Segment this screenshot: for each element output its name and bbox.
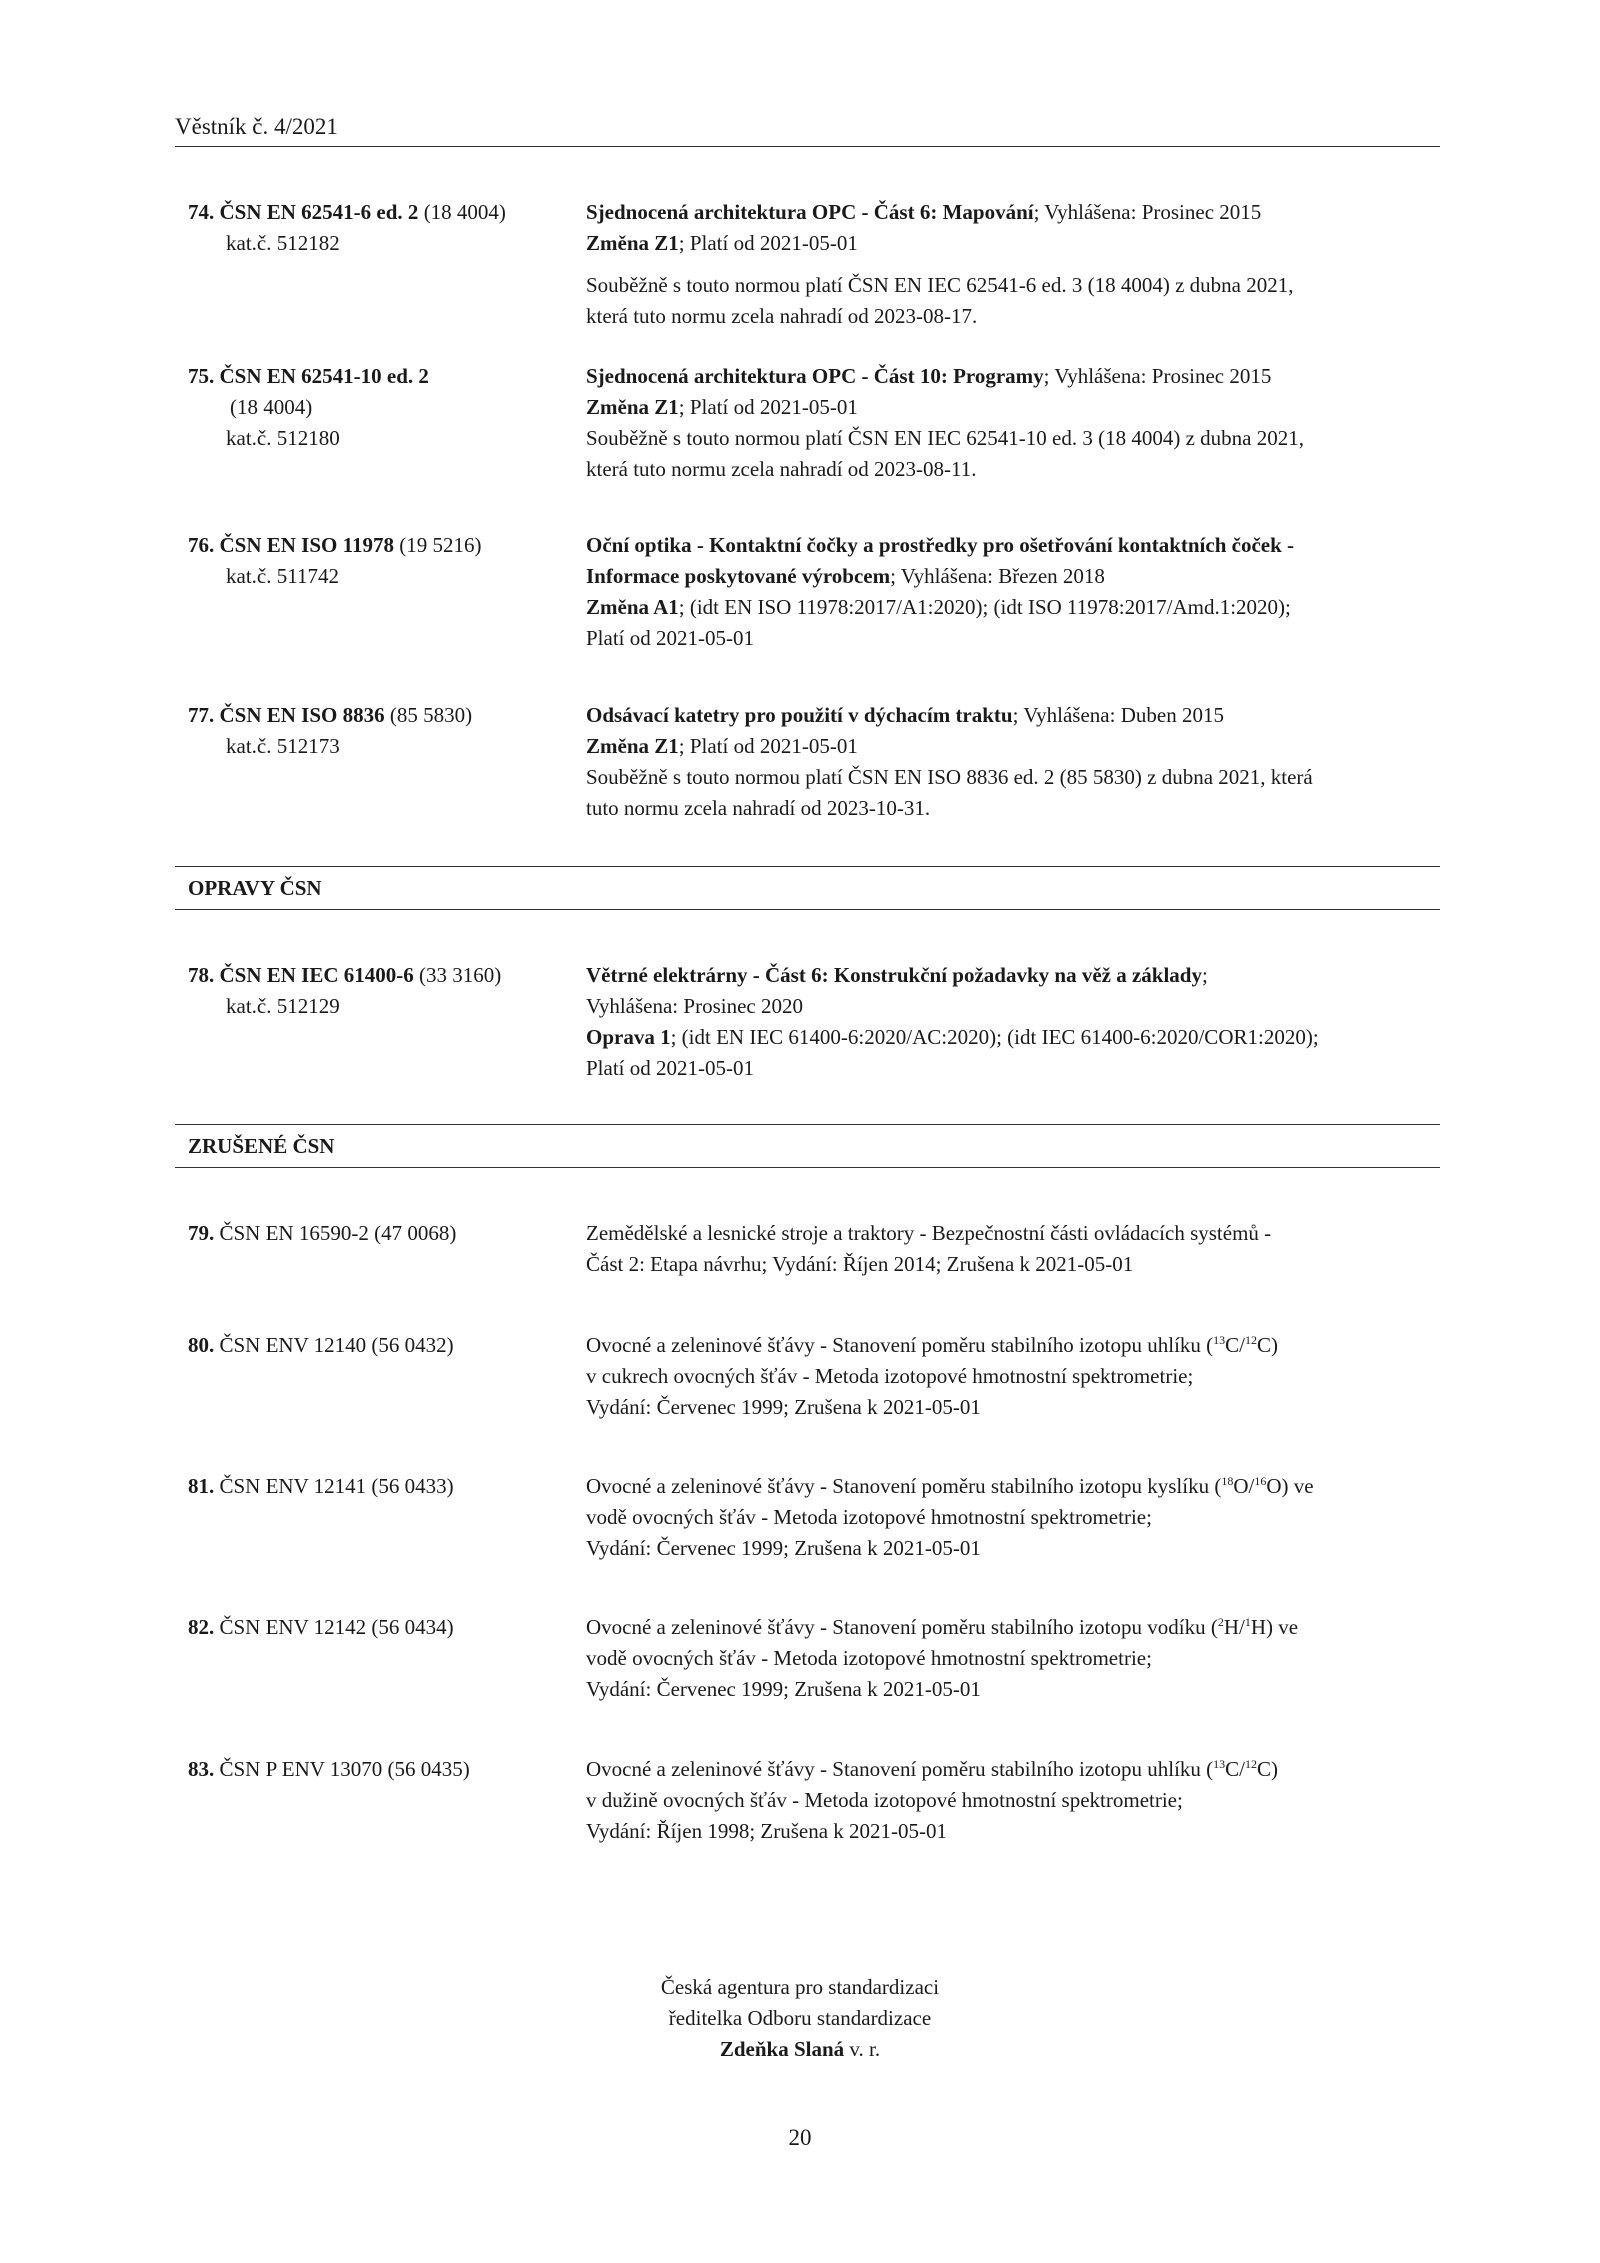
entry-identifier bbox=[188, 1330, 578, 1361]
standard-id: ČSN EN ISO 8836 bbox=[219, 703, 385, 727]
page-number: 20 bbox=[788, 2125, 812, 2150]
entry-identifier bbox=[188, 1754, 578, 1785]
entry-description bbox=[586, 530, 1440, 654]
description-line-3: Vydání: Červenec 1999; Zrušena k 2021-05-01 bbox=[586, 1677, 981, 1701]
class-code: (18 4004) bbox=[423, 200, 506, 224]
validity-date: Platí od 2021-05-01 bbox=[586, 626, 754, 650]
correction-identity: ; (idt EN IEC 61400-6:2020/AC:2020); (idt IEC 61400-6:2020/COR1:2020); bbox=[670, 1025, 1319, 1049]
agency-name: Česká agentura pro standardizaci bbox=[660, 1975, 940, 1999]
catalog-number: kat.č. 512129 bbox=[226, 994, 340, 1018]
correction-label: Oprava 1 bbox=[586, 1025, 671, 1049]
standard-label: ČSN P ENV 13070 (56 0435) bbox=[219, 1757, 470, 1781]
entry-description: Větrné elektrárny - Část 6: Konstrukční požadavky na věž a základy; Vyhlášena: Prosinec 2020 Oprava 1; (idt EN IEC 61400-6:2020/AC:2020); (idt IEC 61400-6:2020/COR1:2020); Platí od 2021-05-01 bbox=[586, 960, 1440, 1084]
change-validity: ; Platí od 2021-05-01 bbox=[678, 395, 858, 419]
entry-number: 75. bbox=[188, 364, 215, 388]
announced-date: ; Vyhlášena: Prosinec 2015 bbox=[1033, 200, 1262, 224]
description-line-1: Ovocné a zeleninové šťávy - Stanovení poměru stabilního izotopu vodíku ($^2$H/$^1$H) ve bbox=[586, 1615, 1299, 1639]
announced-date: ; Vyhlášena: Březen 2018 bbox=[890, 564, 1105, 588]
entry-number: 77. bbox=[188, 703, 215, 727]
section-header-corrections bbox=[175, 866, 1440, 910]
standard-label: ČSN EN 16590-2 (47 0068) bbox=[219, 1221, 457, 1245]
description-line-3: Vydání: Červenec 1999; Zrušena k 2021-05-01 bbox=[586, 1395, 981, 1419]
change-label: Změna Z1 bbox=[586, 395, 679, 419]
description-line-1: Ovocné a zeleninové šťávy - Stanovení poměru stabilního izotopu kyslíku ($^{18}$O/$^{16}$O) ve bbox=[586, 1474, 1314, 1498]
entry-identifier bbox=[188, 361, 578, 454]
signatory-role: ředitelka Odboru standardizace bbox=[668, 2006, 932, 2030]
description-line-2: vodě ovocných šťáv - Metoda izotopové hmotnostní spektrometrie; bbox=[586, 1646, 1152, 1670]
change-validity: ; Platí od 2021-05-01 bbox=[678, 231, 858, 255]
signatory-name: Zdeňka Slaná bbox=[719, 2037, 845, 2061]
concurrent-note-line-1: Souběžně s touto normou platí ČSN EN ISO 8836 ed. 2 (85 5830) z dubna 2021, která bbox=[586, 765, 1313, 789]
entry-number: 80. bbox=[188, 1333, 215, 1357]
entry-number: 74. bbox=[188, 200, 215, 224]
description-line-2: v dužině ovocných šťáv - Metoda izotopové hmotnostní spektrometrie; bbox=[586, 1788, 1183, 1812]
standard-id: ČSN EN 62541-10 ed. 2 bbox=[219, 364, 429, 388]
announced-date: Vyhlášena: Prosinec 2020 bbox=[586, 994, 803, 1018]
standard-label: ČSN ENV 12141 (56 0433) bbox=[219, 1474, 454, 1498]
standard-title: Sjednocená architektura OPC - Část 6: Mapování bbox=[586, 200, 1034, 224]
entry-identifier bbox=[188, 1218, 578, 1249]
catalog-number: kat.č. 512173 bbox=[226, 734, 340, 758]
standard-title-line-1: Oční optika - Kontaktní čočky a prostředky pro ošetřování kontaktních čoček - bbox=[586, 533, 1295, 557]
catalog-number: kat.č. 512182 bbox=[226, 231, 340, 255]
standard-label: ČSN ENV 12140 (56 0432) bbox=[219, 1333, 454, 1357]
signature-suffix: v. r. bbox=[844, 2037, 881, 2061]
standard-id: ČSN EN IEC 61400-6 bbox=[219, 963, 414, 987]
signature-block bbox=[0, 1972, 1600, 2065]
entry-description bbox=[586, 197, 1440, 332]
entry-description bbox=[586, 1612, 1440, 1705]
concurrent-note-line-2: která tuto normu zcela nahradí od 2023-08-17. bbox=[586, 304, 978, 328]
bulletin-title: Věstník č. 4/2021 bbox=[175, 114, 338, 139]
description-line-1: Ovocné a zeleninové šťávy - Stanovení poměru stabilního izotopu uhlíku ($^{13}$C/$^{12}$C) bbox=[586, 1757, 1279, 1781]
class-code: (19 5216) bbox=[399, 533, 482, 557]
change-label: Změna Z1 bbox=[586, 231, 679, 255]
description-line-1: Zemědělské a lesnické stroje a traktory - Bezpečnostní části ovládacích systémů - bbox=[586, 1221, 1272, 1245]
entry-identifier bbox=[188, 1612, 578, 1643]
entry-number: 76. bbox=[188, 533, 215, 557]
standard-id: ČSN EN ISO 11978 bbox=[219, 533, 394, 557]
class-code: (33 3160) bbox=[419, 963, 502, 987]
entry-number: 82. bbox=[188, 1615, 215, 1639]
entry-identifier bbox=[188, 1471, 578, 1502]
announced-date: ; Vyhlášena: Duben 2015 bbox=[1012, 703, 1224, 727]
change-label: Změna Z1 bbox=[586, 734, 679, 758]
concurrent-note-line-1: Souběžně s touto normou platí ČSN EN IEC 62541-10 ed. 3 (18 4004) z dubna 2021, bbox=[586, 426, 1304, 450]
standard-title: Sjednocená architektura OPC - Část 10: Programy bbox=[586, 364, 1044, 388]
concurrent-note-line-2: která tuto normu zcela nahradí od 2023-08-11. bbox=[586, 457, 977, 481]
class-code: (18 4004) bbox=[230, 395, 313, 419]
entry-identifier bbox=[188, 700, 578, 762]
entry-description bbox=[586, 1330, 1440, 1423]
section-header-withdrawn bbox=[175, 1124, 1440, 1168]
change-validity: ; Platí od 2021-05-01 bbox=[678, 734, 858, 758]
standard-title-line-2: Informace poskytované výrobcem bbox=[586, 564, 891, 588]
catalog-number: kat.č. 511742 bbox=[226, 564, 339, 588]
class-code: (85 5830) bbox=[389, 703, 473, 727]
description-line-2: Část 2: Etapa návrhu; Vydání: Říjen 2014; Zrušena k 2021-05-01 bbox=[586, 1252, 1134, 1276]
standard-title: Větrné elektrárny - Část 6: Konstrukční požadavky na věž a základy bbox=[586, 963, 1202, 987]
change-label: Změna A1 bbox=[586, 595, 679, 619]
description-line-2: v cukrech ovocných šťáv - Metoda izotopové hmotnostní spektrometrie; bbox=[586, 1364, 1194, 1388]
section-title: OPRAVY ČSN bbox=[188, 876, 322, 900]
entry-description bbox=[586, 1754, 1440, 1847]
standard-title: Odsávací katetry pro použití v dýchacím traktu bbox=[586, 703, 1013, 727]
entry-description bbox=[586, 1218, 1440, 1280]
description-line-3: Vydání: Říjen 1998; Zrušena k 2021-05-01 bbox=[586, 1819, 948, 1843]
announced-date: ; Vyhlášena: Prosinec 2015 bbox=[1043, 364, 1272, 388]
catalog-number: kat.č. 512180 bbox=[226, 426, 340, 450]
standard-label: ČSN ENV 12142 (56 0434) bbox=[219, 1615, 454, 1639]
concurrent-note-line-2: tuto normu zcela nahradí od 2023-10-31. bbox=[586, 796, 931, 820]
entry-number: 81. bbox=[188, 1474, 215, 1498]
standard-id: ČSN EN 62541-6 ed. 2 bbox=[219, 200, 419, 224]
description-line-3: Vydání: Červenec 1999; Zrušena k 2021-05-01 bbox=[586, 1536, 981, 1560]
section-title: ZRUŠENÉ ČSN bbox=[188, 1134, 335, 1158]
description-line-1: Ovocné a zeleninové šťávy - Stanovení poměru stabilního izotopu uhlíku ($^{13}$C/$^{12}$C) bbox=[586, 1333, 1279, 1357]
entry-identifier bbox=[188, 197, 578, 259]
description-line-2: vodě ovocných šťáv - Metoda izotopové hmotnostní spektrometrie; bbox=[586, 1505, 1152, 1529]
entry-description bbox=[586, 700, 1440, 824]
concurrent-note-line-1: Souběžně s touto normou platí ČSN EN IEC 62541-6 ed. 3 (18 4004) z dubna 2021, bbox=[586, 273, 1294, 297]
entry-number: 79. bbox=[188, 1221, 215, 1245]
entry-number: 78. bbox=[188, 963, 215, 987]
entry-identifier bbox=[188, 530, 578, 592]
entry-number: 83. bbox=[188, 1757, 215, 1781]
change-identity: ; (idt EN ISO 11978:2017/A1:2020); (idt ISO 11978:2017/Amd.1:2020); bbox=[678, 595, 1291, 619]
page-header bbox=[175, 110, 1440, 147]
entry-identifier bbox=[188, 960, 578, 1022]
validity-date: Platí od 2021-05-01 bbox=[586, 1056, 754, 1080]
entry-description bbox=[586, 361, 1440, 485]
entry-description bbox=[586, 1471, 1440, 1564]
